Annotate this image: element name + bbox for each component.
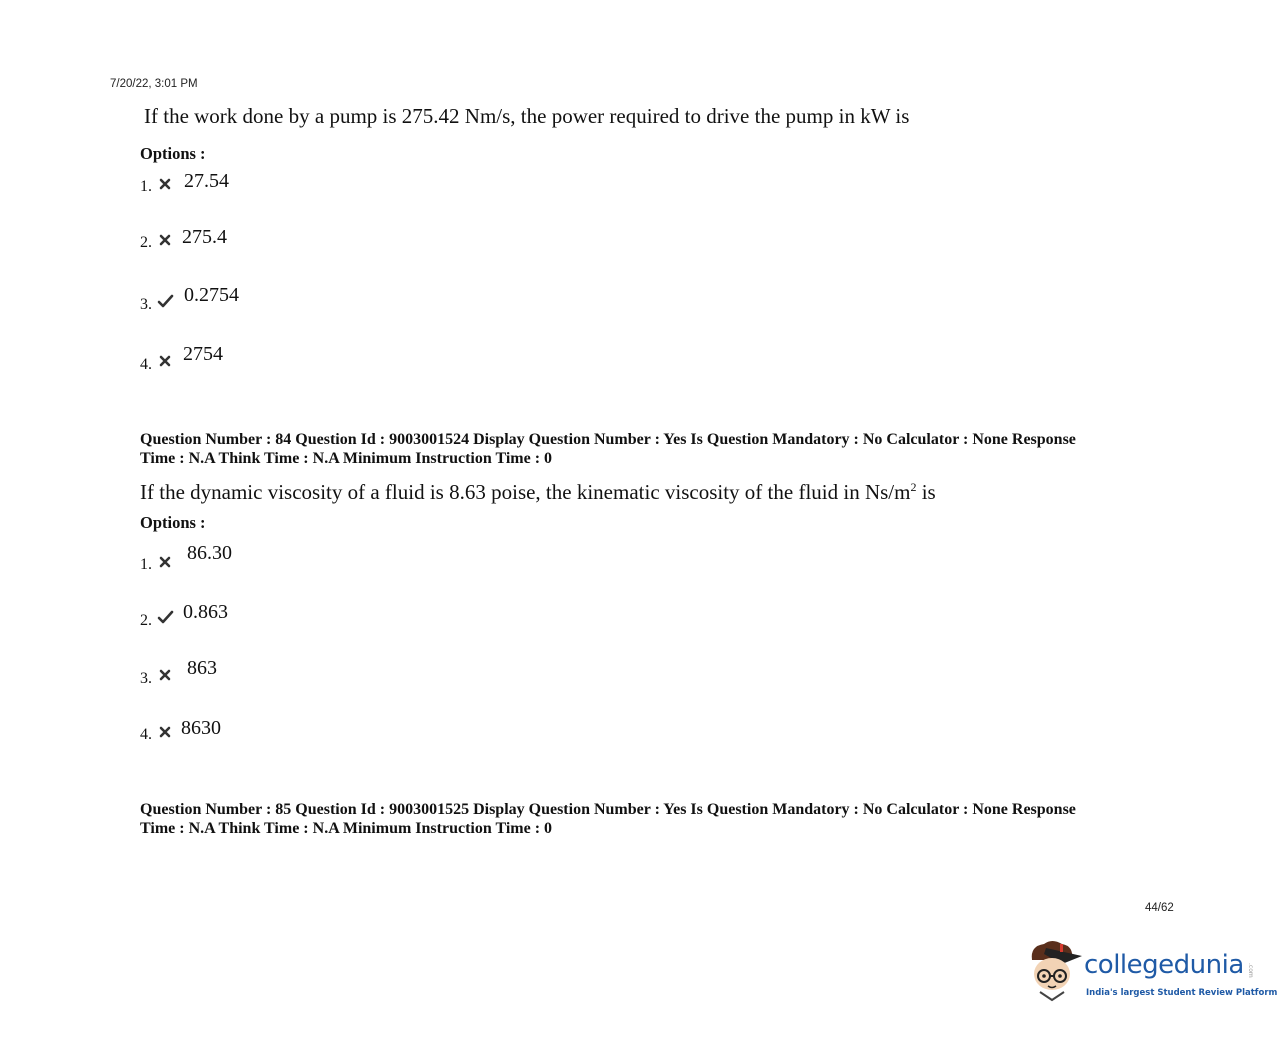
cross-icon <box>158 354 172 368</box>
check-icon <box>157 294 174 309</box>
option-number: 1. <box>140 556 152 573</box>
mascot-icon <box>1022 938 1086 1008</box>
collegedunia-logo <box>1022 938 1278 1008</box>
option-number: 3. <box>140 296 152 313</box>
cross-icon <box>158 668 172 682</box>
question-84-meta-line2: Time : N.A Think Time : N.A Minimum Instruction Time : 0 <box>140 450 553 467</box>
option-number: 4. <box>140 356 152 373</box>
option-row <box>0 343 600 373</box>
cross-icon <box>158 555 172 569</box>
option-row <box>0 170 600 200</box>
cross-icon <box>158 233 172 247</box>
option-value: 863 <box>187 657 217 679</box>
option-row <box>0 717 600 747</box>
option-value: 27.54 <box>184 170 229 192</box>
question-84-options-label: Options : <box>140 513 206 532</box>
option-value: 2754 <box>183 343 223 365</box>
option-row <box>0 657 600 687</box>
question-85-meta-line1: Question Number : 85 Question Id : 9003001525 Display Question Number : Yes Is Question Mandatory : No Calculator : None Response <box>140 801 1076 818</box>
question-84-text-after: is <box>916 480 936 504</box>
option-number: 1. <box>140 178 152 195</box>
print-timestamp: 7/20/22, 3:01 PM <box>110 78 198 90</box>
option-number: 2. <box>140 234 152 251</box>
option-value: 275.4 <box>182 226 227 248</box>
question-85-meta <box>140 800 1180 838</box>
option-value: 0.863 <box>183 601 228 623</box>
brand-suffix: .com <box>1247 963 1254 978</box>
brand-tagline: India's largest Student Review Platform <box>1086 988 1278 998</box>
brand-name: collegedunia <box>1084 950 1244 980</box>
option-row <box>0 284 600 314</box>
question-83-text: If the work done by a pump is 275.42 Nm/s, the power required to drive the pump in kW is <box>144 104 910 128</box>
check-icon <box>157 610 174 625</box>
option-value: 86.30 <box>187 542 232 564</box>
option-value: 0.2754 <box>184 284 239 306</box>
question-84-meta-line1: Question Number : 84 Question Id : 9003001524 Display Question Number : Yes Is Question Mandatory : No Calculator : None Response <box>140 431 1076 448</box>
question-84-meta <box>140 430 1180 468</box>
question-84-text <box>140 480 936 505</box>
option-row <box>0 601 600 631</box>
option-row <box>0 542 600 572</box>
question-85-meta-line2: Time : N.A Think Time : N.A Minimum Instruction Time : 0 <box>140 820 553 837</box>
question-83-options-label: Options : <box>140 144 206 163</box>
question-84-unit: Ns/m <box>864 480 911 504</box>
option-row <box>0 226 600 256</box>
option-number: 3. <box>140 670 152 687</box>
page-number: 44/62 <box>1145 902 1174 914</box>
option-number: 4. <box>140 726 152 743</box>
option-value: 8630 <box>181 717 221 739</box>
cross-icon <box>158 177 172 191</box>
option-number: 2. <box>140 612 152 629</box>
cross-icon <box>158 725 172 739</box>
question-84-text-before: If the dynamic viscosity of a fluid is 8.63 poise, the kinematic viscosity of the fluid in <box>140 480 865 504</box>
question-84-unit-sup: 2 <box>910 480 917 494</box>
